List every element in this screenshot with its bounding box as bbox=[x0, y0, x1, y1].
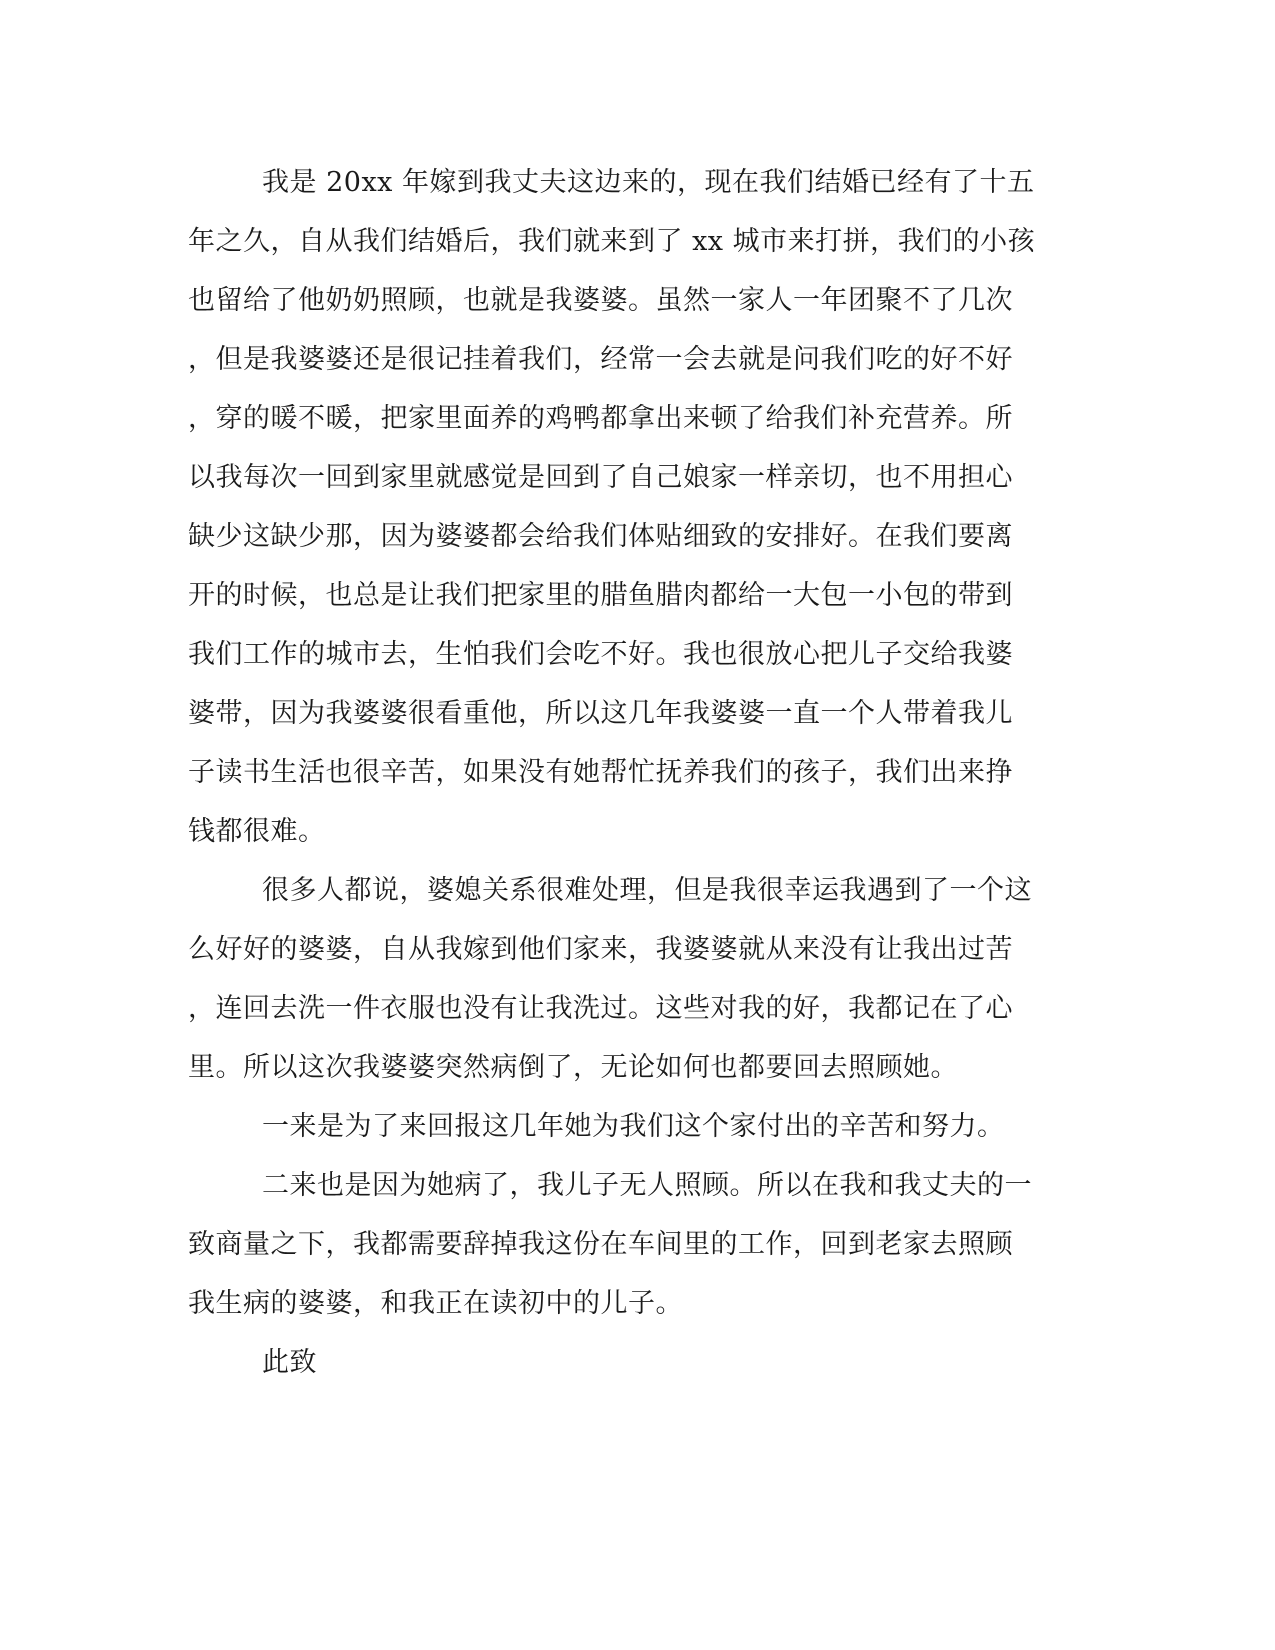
paragraph-line: 我们工作的城市去，生怕我们会吃不好。我也很放心把儿子交给我婆 bbox=[188, 639, 1013, 670]
paragraph-line: 也留给了他奶奶照顾，也就是我婆婆。虽然一家人一年团聚不了几次 bbox=[188, 285, 1013, 316]
paragraph-line: 以我每次一回到家里就感觉是回到了自己娘家一样亲切，也不用担心 bbox=[188, 462, 1013, 493]
paragraph-line: 缺少这缺少那，因为婆婆都会给我们体贴细致的安排好。在我们要离 bbox=[188, 521, 1013, 552]
paragraph-line: 致商量之下，我都需要辞掉我这份在车间里的工作，回到老家去照顾 bbox=[188, 1229, 1013, 1260]
paragraph-line: 开的时候，也总是让我们把家里的腊鱼腊肉都给一大包一小包的带到 bbox=[188, 580, 1013, 611]
paragraph-line: 婆带，因为我婆婆很看重他，所以这几年我婆婆一直一个人带着我儿 bbox=[188, 698, 1013, 729]
paragraph-line: 我生病的婆婆，和我正在读初中的儿子。 bbox=[188, 1288, 683, 1319]
paragraph-line: 钱都很难。 bbox=[188, 816, 326, 847]
paragraph-line: 一来是为了来回报这几年她为我们这个家付出的辛苦和努力。 bbox=[262, 1111, 1005, 1142]
paragraph-line: 年之久，自从我们结婚后，我们就来到了 xx 城市来打拼，我们的小孩 bbox=[188, 226, 1036, 257]
paragraph-line: 很多人都说，婆媳关系很难处理，但是我很幸运我遇到了一个这 bbox=[262, 875, 1032, 906]
paragraph-line: 我是 20xx 年嫁到我丈夫这边来的，现在我们结婚已经有了十五 bbox=[262, 167, 1035, 198]
closing-salutation: 此致 bbox=[262, 1347, 317, 1378]
paragraph-line: ，但是我婆婆还是很记挂着我们，经常一会去就是问我们吃的好不好 bbox=[188, 344, 1013, 375]
paragraph-line: ，连回去洗一件衣服也没有让我洗过。这些对我的好，我都记在了心 bbox=[188, 993, 1013, 1024]
paragraph-line: ，穿的暖不暖，把家里面养的鸡鸭都拿出来顿了给我们补充营养。所 bbox=[188, 403, 1013, 434]
paragraph-line: 子读书生活也很辛苦，如果没有她帮忙抚养我们的孩子，我们出来挣 bbox=[188, 757, 1013, 788]
paragraph-line: 么好好的婆婆，自从我嫁到他们家来，我婆婆就从来没有让我出过苦 bbox=[188, 934, 1013, 965]
paragraph-line: 里。所以这次我婆婆突然病倒了，无论如何也都要回去照顾她。 bbox=[188, 1052, 958, 1083]
paragraph-line: 二来也是因为她病了，我儿子无人照顾。所以在我和我丈夫的一 bbox=[262, 1170, 1032, 1201]
